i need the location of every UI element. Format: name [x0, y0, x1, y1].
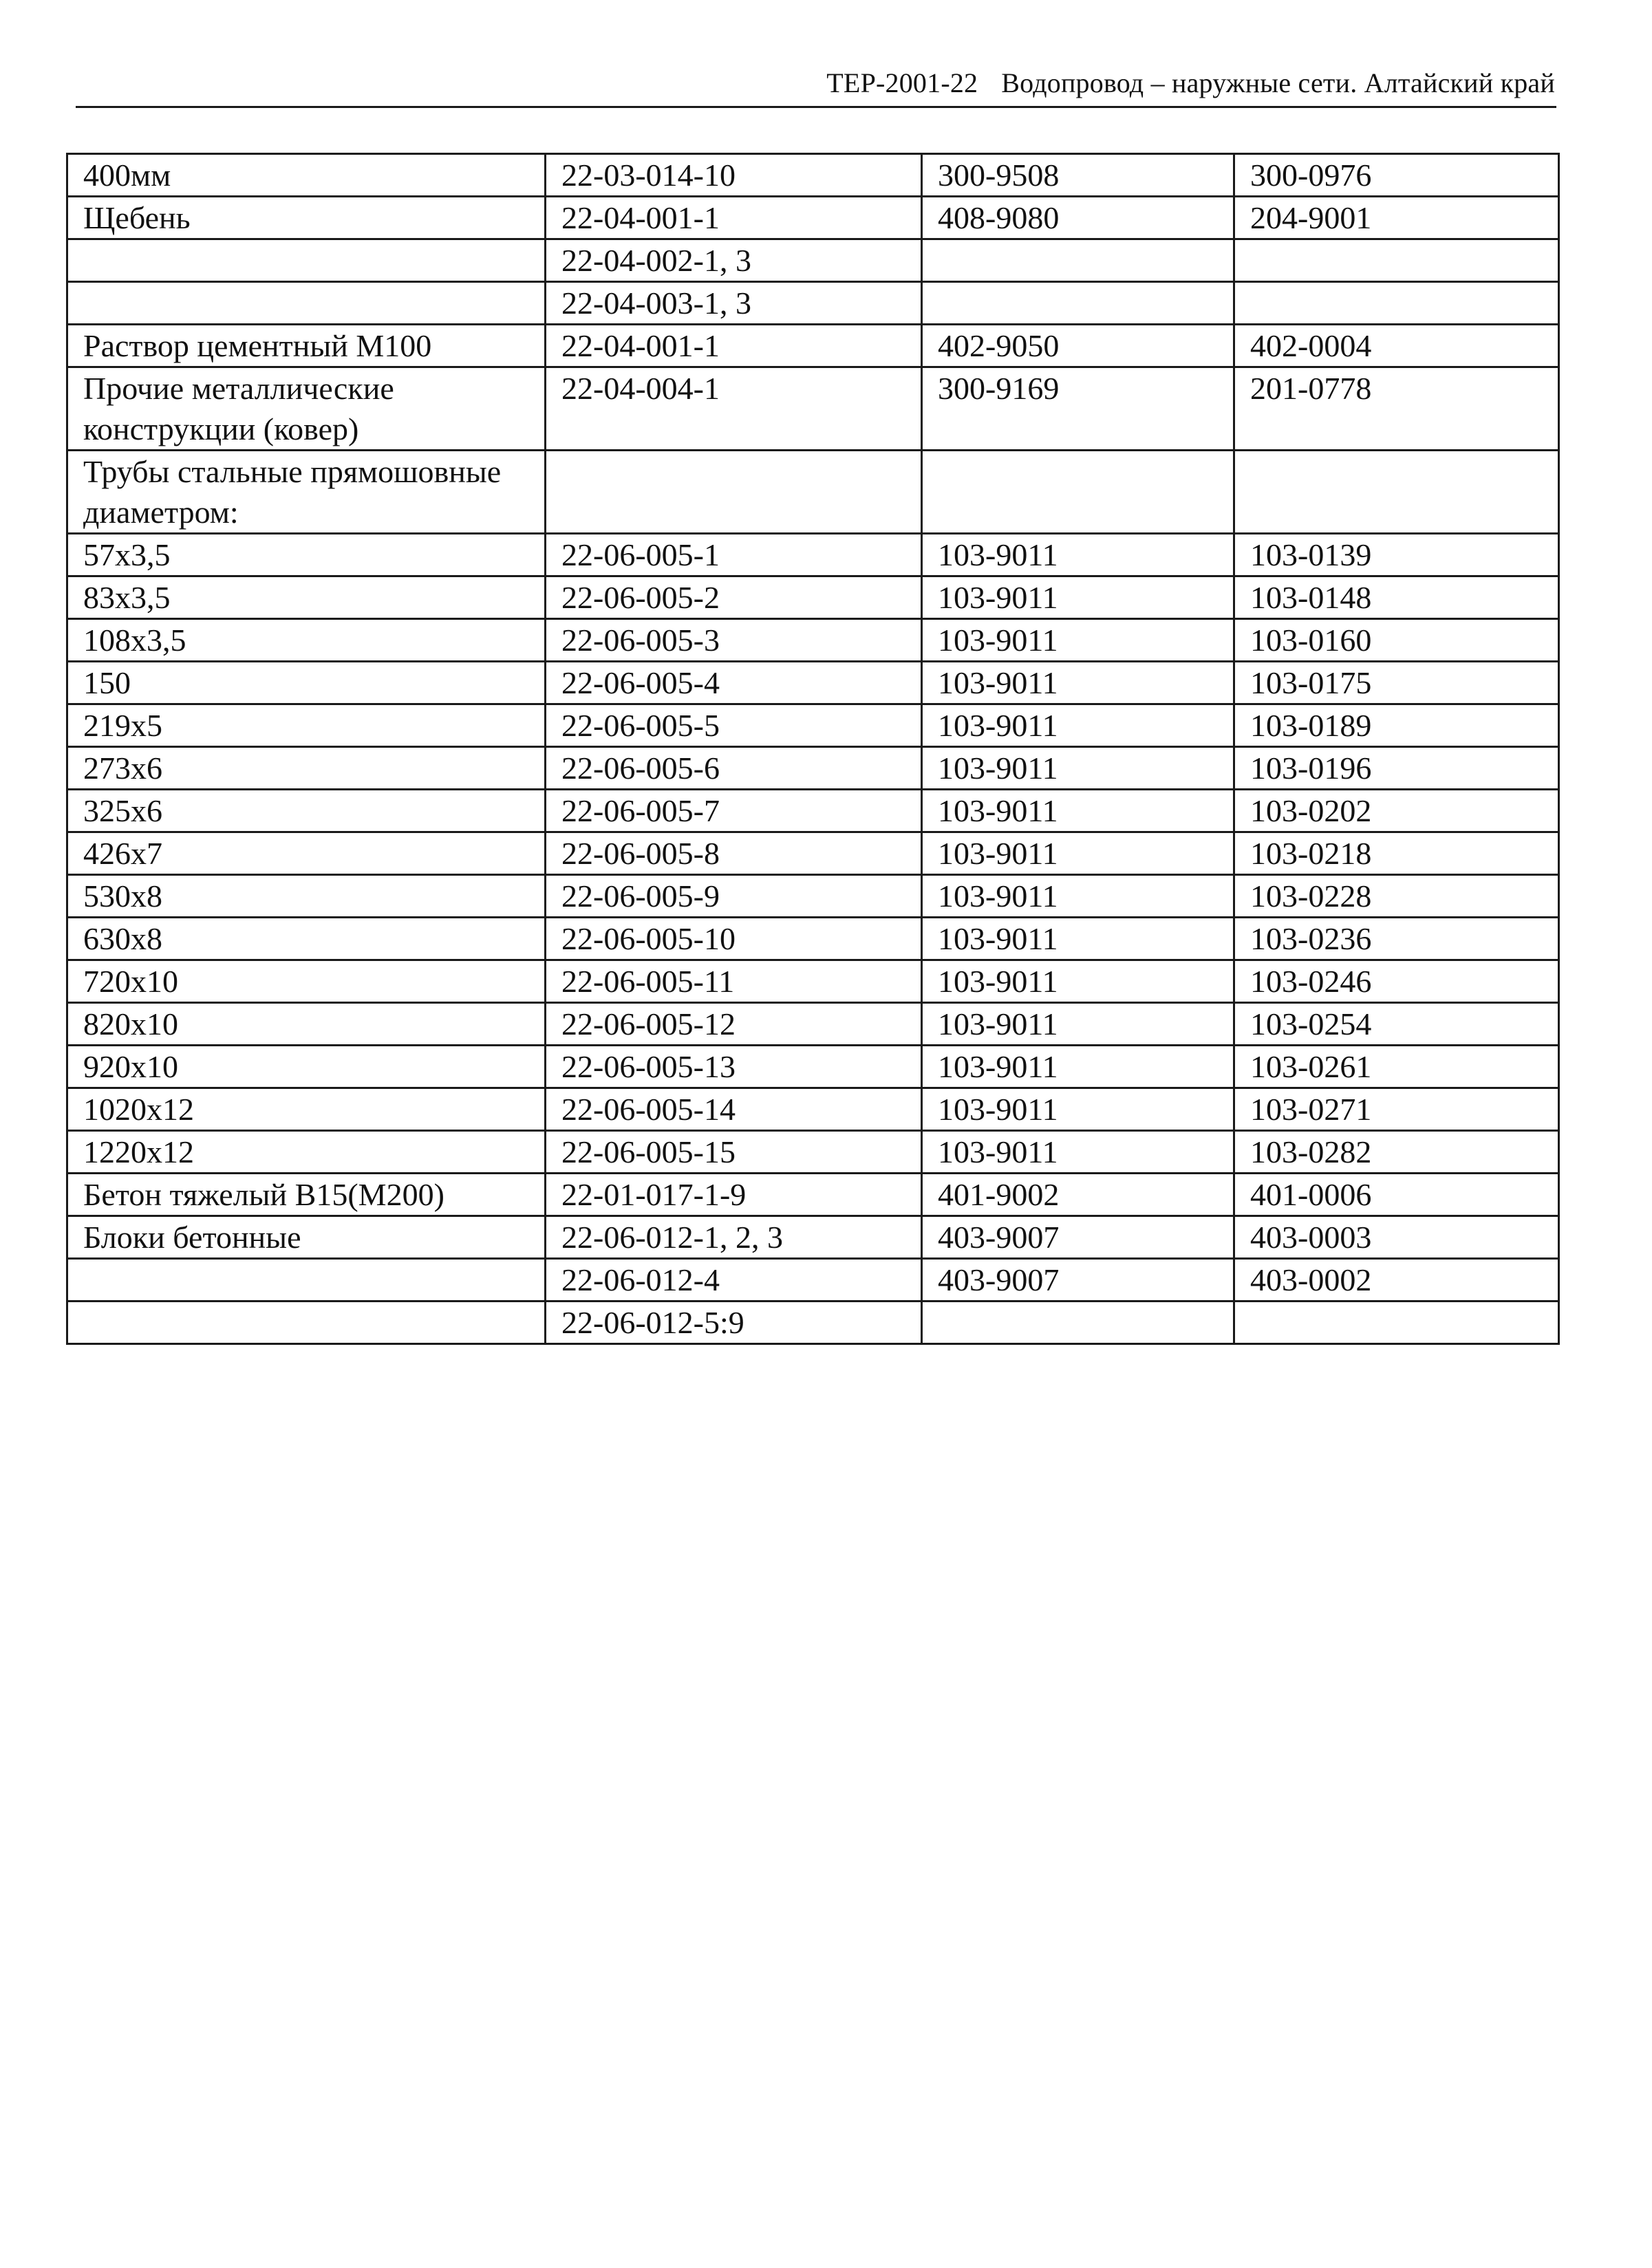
excluded-resource-code-cell: 103-9011 — [922, 832, 1234, 875]
material-name-cell: 920x10 — [67, 1046, 546, 1088]
material-name-cell: Трубы стальные прямошовные диаметром: — [67, 451, 546, 534]
material-name-cell: 108x3,5 — [67, 619, 546, 662]
table-row — [67, 960, 1559, 1003]
table-row — [67, 832, 1559, 875]
included-resource-code-cell: 103-0139 — [1234, 534, 1559, 576]
header-text — [826, 67, 1555, 99]
included-resource-code-cell: 204-9001 — [1234, 197, 1559, 239]
rate-code-cell: 22-06-005-6 — [546, 747, 922, 790]
included-resource-code-cell: 103-0261 — [1234, 1046, 1559, 1088]
table-row — [67, 1003, 1559, 1046]
table-row — [67, 1216, 1559, 1259]
excluded-resource-code-cell: 300-9169 — [922, 367, 1234, 451]
rate-code-cell — [546, 451, 922, 534]
material-name-cell: 1020x12 — [67, 1088, 546, 1131]
excluded-resource-code-cell — [922, 451, 1234, 534]
rate-code-cell: 22-06-012-4 — [546, 1259, 922, 1302]
table-row — [67, 367, 1559, 451]
included-resource-code-cell: 103-0218 — [1234, 832, 1559, 875]
included-resource-code-cell: 103-0160 — [1234, 619, 1559, 662]
excluded-resource-code-cell: 103-9011 — [922, 1131, 1234, 1174]
table-row — [67, 197, 1559, 239]
table-row — [67, 747, 1559, 790]
included-resource-code-cell: 103-0175 — [1234, 662, 1559, 704]
material-name-cell: Бетон тяжелый В15(М200) — [67, 1174, 546, 1216]
material-name-cell — [67, 1259, 546, 1302]
table-row — [67, 790, 1559, 832]
materials-table — [66, 153, 1560, 1345]
rate-code-cell: 22-06-005-13 — [546, 1046, 922, 1088]
table-row — [67, 239, 1559, 282]
excluded-resource-code-cell: 403-9007 — [922, 1216, 1234, 1259]
included-resource-code-cell: 403-0003 — [1234, 1216, 1559, 1259]
excluded-resource-code-cell: 300-9508 — [922, 154, 1234, 197]
rate-code-cell: 22-04-001-1 — [546, 197, 922, 239]
material-name-cell: 530x8 — [67, 875, 546, 918]
rate-code-cell: 22-06-005-4 — [546, 662, 922, 704]
included-resource-code-cell: 103-0246 — [1234, 960, 1559, 1003]
rate-code-cell: 22-06-005-7 — [546, 790, 922, 832]
table-row — [67, 918, 1559, 960]
rate-code-cell: 22-04-004-1 — [546, 367, 922, 451]
material-name-cell: 720x10 — [67, 960, 546, 1003]
table-row — [67, 662, 1559, 704]
table-row — [67, 451, 1559, 534]
material-name-cell: Блоки бетонные — [67, 1216, 546, 1259]
rate-code-cell: 22-06-012-1, 2, 3 — [546, 1216, 922, 1259]
rate-code-cell: 22-06-012-5:9 — [546, 1302, 922, 1344]
included-resource-code-cell: 103-0282 — [1234, 1131, 1559, 1174]
table-row — [67, 576, 1559, 619]
included-resource-code-cell: 103-0271 — [1234, 1088, 1559, 1131]
table-row — [67, 1046, 1559, 1088]
rate-code-cell: 22-06-005-2 — [546, 576, 922, 619]
material-name-cell: 273x6 — [67, 747, 546, 790]
included-resource-code-cell: 403-0002 — [1234, 1259, 1559, 1302]
material-name-cell: Щебень — [67, 197, 546, 239]
excluded-resource-code-cell: 103-9011 — [922, 619, 1234, 662]
table-row — [67, 1302, 1559, 1344]
excluded-resource-code-cell: 103-9011 — [922, 918, 1234, 960]
included-resource-code-cell — [1234, 239, 1559, 282]
excluded-resource-code-cell: 402-9050 — [922, 325, 1234, 367]
rate-code-cell: 22-04-002-1, 3 — [546, 239, 922, 282]
included-resource-code-cell — [1234, 451, 1559, 534]
document-title: Водопровод – наружные сети. Алтайский край — [1001, 67, 1555, 98]
table-row — [67, 875, 1559, 918]
rate-code-cell: 22-06-005-5 — [546, 704, 922, 747]
page-header — [76, 66, 1556, 108]
excluded-resource-code-cell — [922, 1302, 1234, 1344]
included-resource-code-cell: 103-0236 — [1234, 918, 1559, 960]
excluded-resource-code-cell — [922, 282, 1234, 325]
included-resource-code-cell: 201-0778 — [1234, 367, 1559, 451]
excluded-resource-code-cell: 103-9011 — [922, 1046, 1234, 1088]
material-name-cell: 83x3,5 — [67, 576, 546, 619]
table-row — [67, 1131, 1559, 1174]
material-name-cell — [67, 239, 546, 282]
excluded-resource-code-cell: 408-9080 — [922, 197, 1234, 239]
included-resource-code-cell: 103-0202 — [1234, 790, 1559, 832]
table-row — [67, 282, 1559, 325]
excluded-resource-code-cell: 103-9011 — [922, 790, 1234, 832]
excluded-resource-code-cell: 103-9011 — [922, 1088, 1234, 1131]
material-name-cell: 426x7 — [67, 832, 546, 875]
material-name-cell — [67, 1302, 546, 1344]
material-name-cell: 150 — [67, 662, 546, 704]
material-name-cell — [67, 282, 546, 325]
rate-code-cell: 22-06-005-12 — [546, 1003, 922, 1046]
excluded-resource-code-cell: 103-9011 — [922, 875, 1234, 918]
excluded-resource-code-cell: 103-9011 — [922, 747, 1234, 790]
included-resource-code-cell: 300-0976 — [1234, 154, 1559, 197]
rate-code-cell: 22-06-005-15 — [546, 1131, 922, 1174]
material-name-cell: 820x10 — [67, 1003, 546, 1046]
excluded-resource-code-cell: 103-9011 — [922, 704, 1234, 747]
included-resource-code-cell: 103-0254 — [1234, 1003, 1559, 1046]
excluded-resource-code-cell: 103-9011 — [922, 662, 1234, 704]
table-row — [67, 619, 1559, 662]
rate-code-cell: 22-03-014-10 — [546, 154, 922, 197]
excluded-resource-code-cell: 103-9011 — [922, 534, 1234, 576]
material-name-cell: Раствор цементный М100 — [67, 325, 546, 367]
rate-code-cell: 22-01-017-1-9 — [546, 1174, 922, 1216]
table-row — [67, 1088, 1559, 1131]
included-resource-code-cell — [1234, 282, 1559, 325]
rate-code-cell: 22-06-005-9 — [546, 875, 922, 918]
material-name-cell: 400мм — [67, 154, 546, 197]
material-name-cell: 630x8 — [67, 918, 546, 960]
included-resource-code-cell: 103-0196 — [1234, 747, 1559, 790]
table-row — [67, 154, 1559, 197]
table-row — [67, 1259, 1559, 1302]
material-name-cell: 1220x12 — [67, 1131, 546, 1174]
included-resource-code-cell — [1234, 1302, 1559, 1344]
excluded-resource-code-cell: 103-9011 — [922, 1003, 1234, 1046]
included-resource-code-cell: 103-0148 — [1234, 576, 1559, 619]
material-name-cell: 219x5 — [67, 704, 546, 747]
materials-table-body — [67, 154, 1559, 1344]
table-row — [67, 1174, 1559, 1216]
excluded-resource-code-cell: 103-9011 — [922, 576, 1234, 619]
excluded-resource-code-cell — [922, 239, 1234, 282]
table-row — [67, 534, 1559, 576]
excluded-resource-code-cell: 403-9007 — [922, 1259, 1234, 1302]
included-resource-code-cell: 103-0228 — [1234, 875, 1559, 918]
table-row — [67, 704, 1559, 747]
rate-code-cell: 22-04-003-1, 3 — [546, 282, 922, 325]
excluded-resource-code-cell: 103-9011 — [922, 960, 1234, 1003]
material-name-cell: 57x3,5 — [67, 534, 546, 576]
document-code: ТЕР-2001-22 — [826, 67, 978, 98]
rate-code-cell: 22-06-005-10 — [546, 918, 922, 960]
rate-code-cell: 22-06-005-14 — [546, 1088, 922, 1131]
included-resource-code-cell: 103-0189 — [1234, 704, 1559, 747]
rate-code-cell: 22-06-005-1 — [546, 534, 922, 576]
table-row — [67, 325, 1559, 367]
included-resource-code-cell: 401-0006 — [1234, 1174, 1559, 1216]
included-resource-code-cell: 402-0004 — [1234, 325, 1559, 367]
material-name-cell: 325x6 — [67, 790, 546, 832]
material-name-cell: Прочие металлические конструкции (ковер) — [67, 367, 546, 451]
rate-code-cell: 22-06-005-8 — [546, 832, 922, 875]
rate-code-cell: 22-04-001-1 — [546, 325, 922, 367]
rate-code-cell: 22-06-005-3 — [546, 619, 922, 662]
rate-code-cell: 22-06-005-11 — [546, 960, 922, 1003]
excluded-resource-code-cell: 401-9002 — [922, 1174, 1234, 1216]
